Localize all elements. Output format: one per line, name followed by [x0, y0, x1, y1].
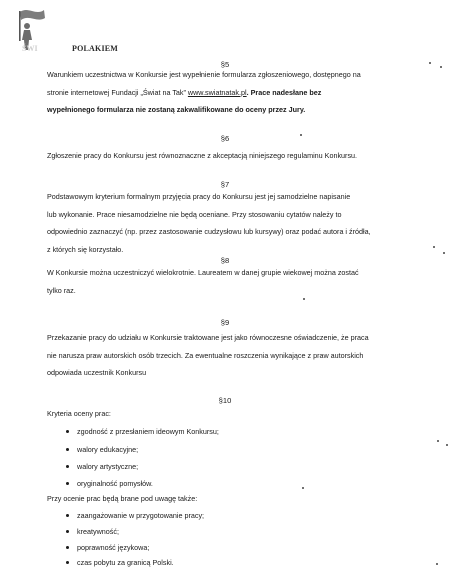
s7-line-4: z których się korzystało. [47, 244, 124, 254]
scan-speck [302, 487, 304, 489]
bullet-icon [66, 448, 69, 451]
criteria-intro: Kryteria oceny prac: [47, 409, 111, 418]
s5-line-2a: stronie internetowej Fundacji „Świat na Tak” [47, 87, 188, 97]
s5-line-2b: . Prace nadesłane bez [246, 87, 322, 97]
s8-line-2: tylko raz. [47, 285, 76, 295]
logo-faint-mark: ŚWI [22, 44, 38, 53]
s5-line-1: Warunkiem uczestnictwa w Konkursie jest wypełnienie formularza zgłoszeniowego, dostępnego na [47, 70, 361, 79]
section-9-paragraph [47, 329, 391, 382]
bullet-icon [66, 430, 69, 433]
scan-speck [440, 66, 442, 68]
section-heading-9: §9 [220, 318, 230, 327]
additional-criteria-intro: Przy ocenie prac będą brane pod uwagę także: [47, 494, 198, 503]
bullet-icon [66, 465, 69, 468]
bullet-icon [66, 514, 69, 517]
s8-line-1: W Konkursie można uczestniczyć wielokrotnie. Laureatem w danej grupie wiekowej można zostać [47, 268, 359, 277]
logo-text: POLAKIEM [72, 44, 119, 53]
scan-speck [446, 444, 448, 446]
s7-line-1: Podstawowym kryterium formalnym przyjęcia pracy do Konkursu jest jej samodzielne napisanie [47, 192, 351, 201]
scan-speck [436, 563, 438, 565]
section-heading-10: §10 [218, 396, 232, 405]
section-heading-8: §8 [220, 256, 230, 265]
section-8-paragraph [47, 264, 391, 299]
section-6-paragraph: Zgłoszenie pracy do Konkursu jest równoznaczne z akceptacją niniejszego regulaminu Konkursu. [47, 151, 358, 160]
scan-speck [303, 298, 305, 300]
scan-speck [437, 440, 439, 442]
section-heading-7: §7 [220, 180, 230, 189]
s7-line-2: lub wykonanie. Prace niesamodzielne nie będą oceniane. Przy stosowaniu cytatów należy to [47, 209, 342, 219]
bullet-icon [66, 561, 69, 564]
scan-speck [429, 62, 431, 64]
scan-speck [433, 246, 435, 248]
bullet-icon [66, 546, 69, 549]
s5-line-3: wypełnionego formularza nie zostaną zakwalifikowane do oceny przez Jury. [47, 105, 306, 114]
section-7-paragraph [47, 188, 391, 258]
website-link[interactable]: www.swiatnatak.pl [187, 87, 247, 97]
section-heading-5: §5 [220, 60, 230, 69]
section-5-paragraph [47, 66, 391, 119]
s9-line-3: odpowiada uczestnik Konkursu [47, 368, 147, 377]
bullet-icon [66, 530, 69, 533]
s9-line-1: Przekazanie pracy do udziału w Konkursie traktowane jest jako równoczesne oświadczenie, że praca [47, 333, 369, 342]
document-page: ŚWI POLAKIEM §5 Warunkiem uczestnictwa w Konkursie jest wypełnienie formularza zgłoszeniowego, dostępnego na stronie internetowej Fundacji „Świat na Tak” www.swiatnatak.pl. Prace nadesłane bez wypełnionego formularza nie zostaną zakwalifikowane do oceny przez Jury. §6 Zgłoszenie pracy do Konkursu jest równoznaczne z akceptacją niniejszego regulaminu Konkursu. §7 Podstawowym kryterium formalnym przyjęcia pracy do Konkursu jest jej samodzielne napisanie lub wykonanie. Prace niesamodzielne nie będą oceniane. Przy stosowaniu cytatów należy to odpowiednio zaznaczyć (np. przez zastosowanie cudzysłowu lub kursywy) oraz podać autora i źródła, z których się korzystało. §8 W Konkursie można uczestniczyć wielokrotnie. Laureatem w danej grupie wiekowej można zostać tylko raz. §9 Przekazanie pracy do udziału w Konkursie traktowane jest jako równoczesne oświadczenie, że praca nie narusza praw autorskich osób trzecich. Za ewentualne roszczenia wynikające z praw autorskich odpowiada uczestnik Konkursu §10 Kryteria oceny prac: zgodność z przesłaniem ideowym Konkursu; walory edukacyjne; walory artystyczne; oryginalność pomysłów. Przy ocenie prac będą brane pod uwagę także: zaangażowanie w przygotowanie pracy; kreatywność; poprawność językowa; czas pobytu za granicą Polski. [0, 0, 450, 570]
s9-line-2: nie narusza praw autorskich osób trzecich. Za ewentualne roszczenia wynikające z praw autorskich [47, 350, 364, 360]
bullet-icon [66, 482, 69, 485]
section-heading-6: §6 [220, 134, 230, 143]
scan-speck [443, 252, 445, 254]
scan-speck [300, 134, 302, 136]
foundation-logo [14, 6, 124, 56]
s7-line-3: odpowiednio zaznaczyć (np. przez zastosowanie cudzysłowu lub kursywy) oraz podać autora i źródła, [47, 227, 371, 236]
